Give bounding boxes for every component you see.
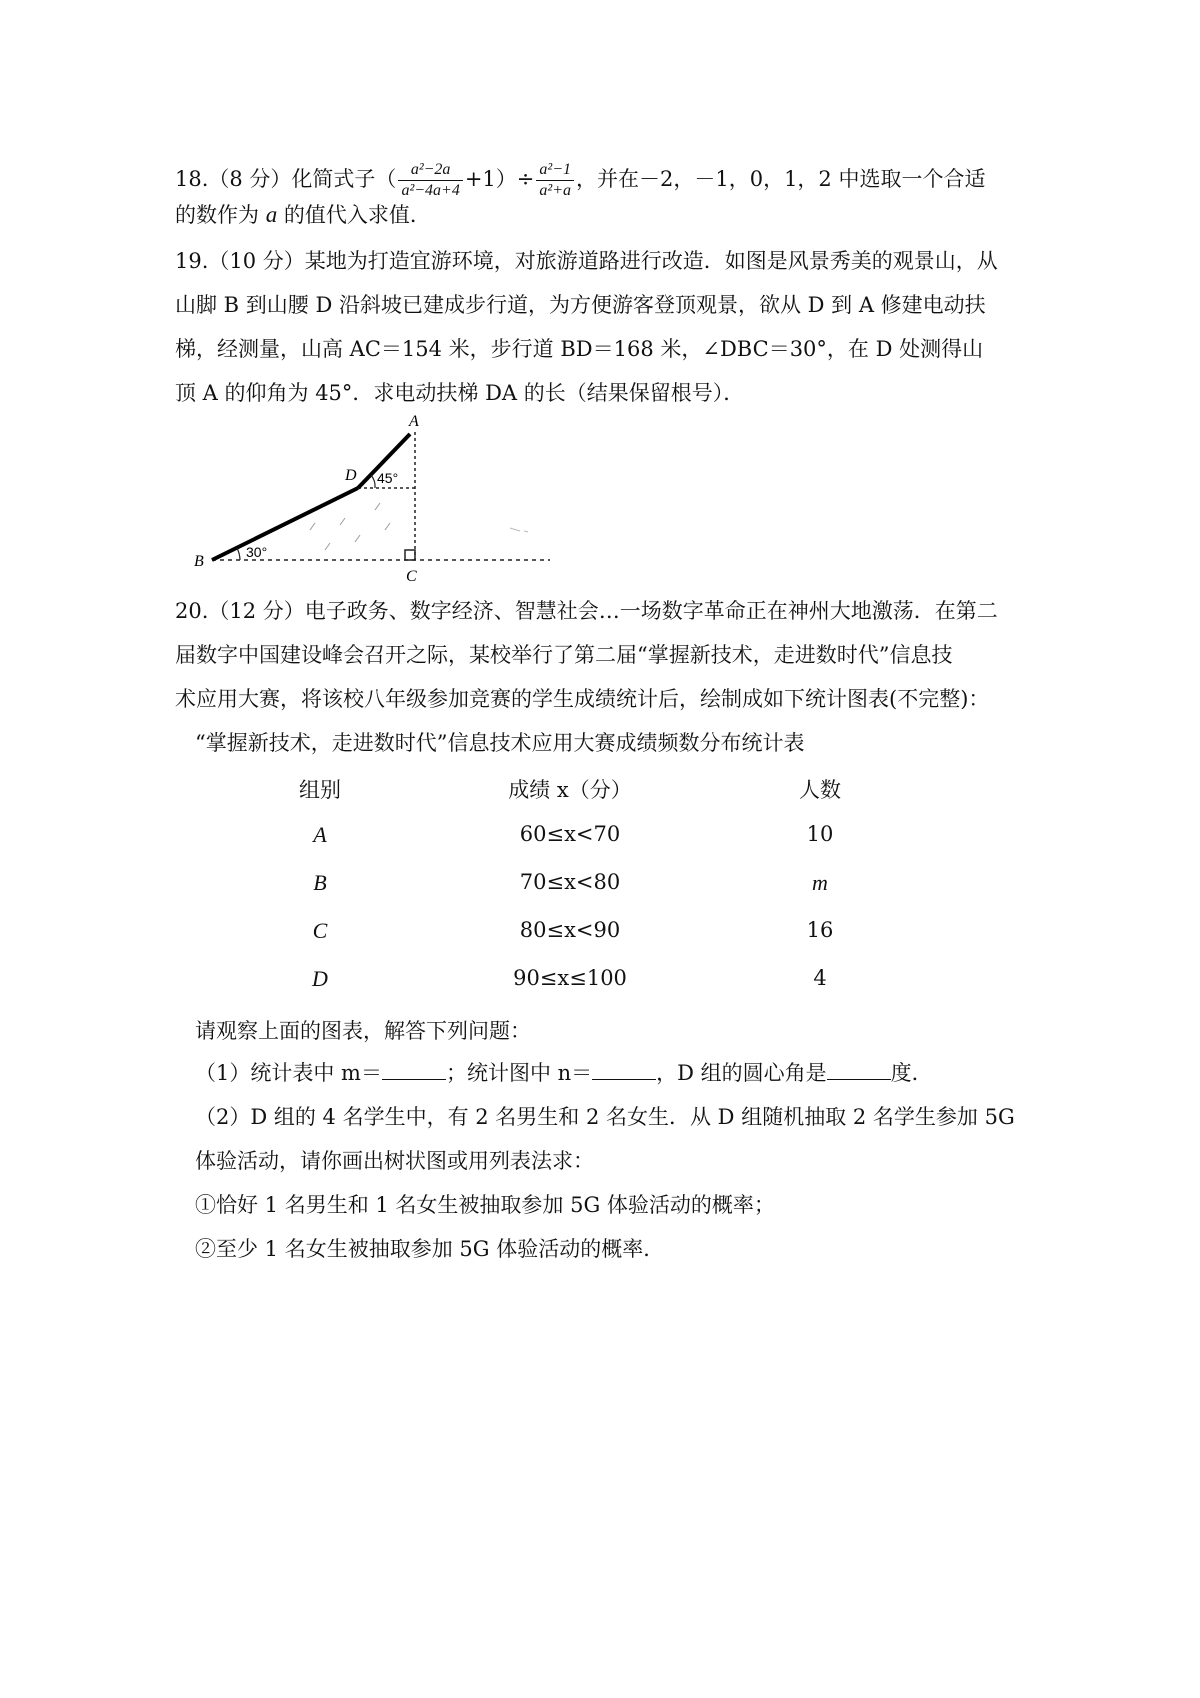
table-row-a-score: 60≤x<70 (519, 822, 621, 846)
label-angle-30: 30° (246, 544, 268, 560)
right-angle-mark (405, 550, 415, 560)
q19-line1: 19.（10 分）某地为打造宜游环境，对旅游道路进行改造．如图是风景秀美的观景山，从 (175, 249, 998, 273)
blank-n (592, 1059, 656, 1080)
q18-fraction-2 (536, 160, 574, 201)
table-header-score: 成绩 x（分） (508, 778, 632, 802)
blank-angle (827, 1059, 891, 1080)
q20-line3: 术应用大赛，将该校八年级参加竞赛的学生成绩统计后，绘制成如下统计图表(不完整)： (175, 687, 990, 711)
table-row-d-count: 4 (813, 966, 827, 990)
q19-line3: 梯，经测量，山高 AC＝154 米，步行道 BD＝168 米，∠DBC＝30°，在 D 处测得山 (175, 337, 984, 361)
q19-line4: 顶 A 的仰角为 45°．求电动扶梯 DA 的长（结果保留根号）． (175, 381, 745, 405)
q18-line1 (175, 160, 985, 201)
part1-d: 度． (890, 1061, 933, 1085)
q20-line2: 届数字中国建设峰会召开之际，某校举行了第二届“掌握新技术，走进数时代”信息技 (175, 643, 953, 667)
label-angle-45: 45° (377, 470, 399, 486)
table-row-d-group: D (312, 966, 328, 991)
table-row-a-count: 10 (806, 822, 834, 846)
q20-prompt: 请观察上面的图表，解答下列问题： (195, 1019, 531, 1043)
q20-part2-line2: 体验活动，请你画出树状图或用列表法求： (195, 1149, 594, 1173)
table-row-b-group: B (313, 870, 327, 895)
label-a: A (409, 413, 419, 430)
table-row-a-group: A (313, 822, 327, 847)
slope-bd (212, 488, 358, 560)
part1-c: ，D 组的圆心角是 (656, 1061, 827, 1085)
q18-line2 (175, 200, 431, 230)
label-d: D (345, 467, 357, 484)
q20-sub1: ①恰好 1 名男生和 1 名女生被抽取参加 5G 体验活动的概率； (195, 1193, 775, 1217)
blank-m (382, 1059, 446, 1080)
stray-mark (510, 528, 520, 531)
part1-b: ；统计图中 n＝ (445, 1061, 593, 1085)
q19-line2: 山脚 B 到山腰 D 沿斜坡已建成步行道，为方便游客登顶观景，欲从 D 到 A 修建电动扶 (175, 293, 986, 317)
q18-frac2-denominator: a²+a (539, 182, 571, 199)
table-row-d-score: 90≤x≤100 (513, 966, 627, 990)
angle-30-arc (237, 548, 240, 560)
q20-sub2: ②至少 1 名女生被抽取参加 5G 体验活动的概率． (195, 1237, 665, 1261)
table-header-group: 组别 (299, 778, 341, 802)
table-row-c-score: 80≤x<90 (519, 918, 621, 942)
q18-frac2-numerator: a²−1 (536, 160, 574, 181)
q18-line2-suffix: 的值代入求值． (283, 203, 431, 227)
table-header-count: 人数 (799, 778, 841, 802)
q20-part2-line1: （2）D 组的 4 名学生中，有 2 名男生和 2 名女生．从 D 组随机抽取 2 名学生参加 5G (195, 1105, 1015, 1129)
q18-line2-prefix: 的数作为 (175, 203, 259, 227)
table-row-c-count: 16 (806, 918, 834, 942)
q18-frac1-numerator: a²−2a (398, 160, 462, 181)
hill-hatching (310, 503, 390, 550)
q18-suffix: ，并在－2，－1，0，1，2 中选取一个合适 (575, 167, 986, 191)
q18-var-a: a (265, 202, 278, 227)
q19-figure (190, 410, 570, 585)
stray-mark-2 (524, 531, 528, 532)
q20-line1: 20.（12 分）电子政务、数字经济、智慧社会…一场数字革命正在神州大地激荡．在第二 (175, 599, 998, 623)
q18-frac1-denominator: a²−4a+4 (401, 182, 460, 199)
label-c: C (406, 568, 417, 585)
q18-prefix: 18.（8 分）化简式子（ (175, 167, 397, 191)
q18-fraction-1 (398, 160, 462, 201)
part1-a: （1）统计表中 m＝ (195, 1061, 382, 1085)
table-row-b-count: m (812, 870, 828, 895)
label-b: B (194, 553, 204, 570)
q18-plus-one: +1）÷ (464, 167, 535, 191)
q20-part1 (195, 1058, 933, 1088)
table-row-b-score: 70≤x<80 (519, 870, 621, 894)
angle-45-arc (371, 475, 375, 488)
table-row-c-group: C (312, 918, 328, 943)
q20-table-title: “掌握新技术，走进数时代”信息技术应用大赛成绩频数分布统计表 (195, 731, 805, 755)
